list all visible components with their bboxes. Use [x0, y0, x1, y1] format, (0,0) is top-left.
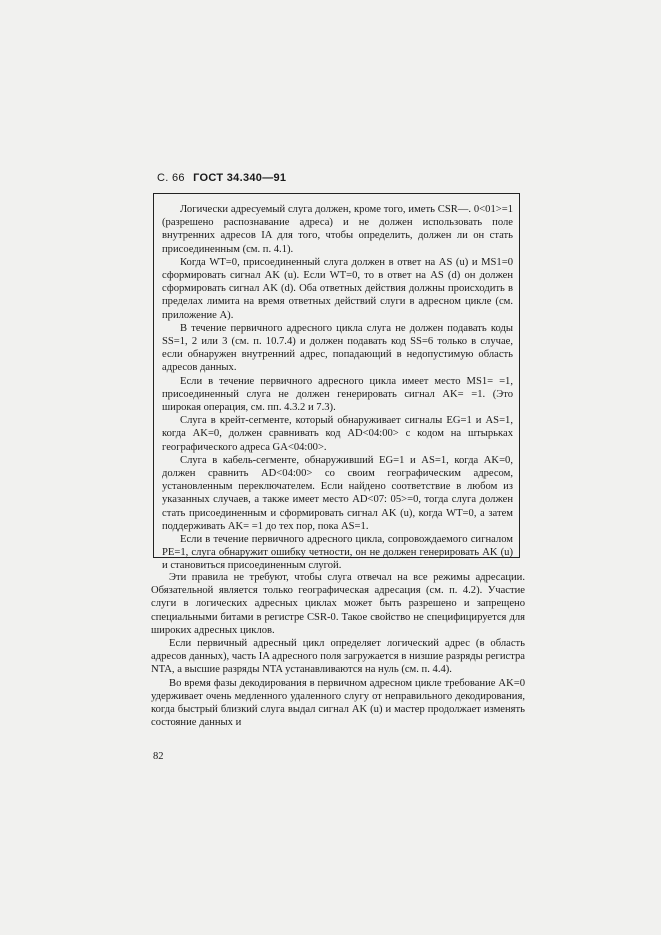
boxed-paragraph: Когда WT=0, присоединенный слуга должен в ответ на AS (u) и MS1=0 сформировать сигнал AK (u). Если WT=0, то в ответ на AS (d) он должен сформировать сигнал AK (d). Оба ответных действия должны происходить в пределах лимита на время ответных действий слуги в адресном цикле (см. приложение А). [162, 256, 513, 321]
boxed-rules-section [153, 193, 520, 572]
standard-title: ГОСТ 34.340—91 [193, 172, 287, 184]
boxed-paragraph: Логически адресуемый слуга должен, кроме того, иметь CSR—. 0<01>=1 (разрешено распознавание адреса) и не должен использовать поле внутренних адресов IA для того, чтобы определить, должен ли он стать присоединенным (см. п. 4.1). [162, 204, 513, 255]
boxed-paragraph: Если в течение первичного адресного цикла, сопровождаемого сигналом PE=1, слуга обнаружит ошибку четности, он не должен генерировать AK (u) и становиться присоединенным слугой. [162, 534, 513, 572]
page-number: 82 [153, 751, 164, 762]
body-paragraph: Эти правила не требуют, чтобы слуга отвечал на все режимы адресации. Обязательной является только географическая адресация (см. п. 4.2). Участие слуги в логических адресных циклах может быть разрешено и запрещено специальными битами в регистре CSR-0. Такое свойство не специфицируется для широких адресных циклов. [151, 572, 525, 636]
body-paragraph: Во время фазы декодирования в первичном адресном цикле требование AK=0 удерживает очень медленного удаленного слугу от неправильного декодирования, когда быстрый близкий слуга выдал сигнал AK (u) и мастер продолжает изменять состояние данных и [151, 677, 525, 729]
body-text [151, 571, 525, 729]
boxed-paragraph: Слуга в крейт-сегменте, который обнаруживает сигналы EG=1 и AS=1, когда AK=0, должен сравнивать код AD<04:00> с кодом на штырьках географического адреса GA<04:00>. [162, 415, 513, 453]
body-paragraph: Если первичный адресный цикл определяет логический адрес (в область адресов данных), часть IA адресного поля загружается в низшие разряды регистра NTA, а высшие разряды NTA устанавливаются на нуль (см. п. 4.4). [151, 638, 525, 676]
page-header [157, 172, 286, 184]
page-label: С. 66 [157, 172, 185, 184]
boxed-paragraph: В течение первичного адресного цикла слуга не должен подавать коды SS=1, 2 или 3 (см. п. 10.7.4) и должен подавать код SS=6 только в случае, если обнаружен внутренний адрес, попадающий в недопустимую область адресов данных. [162, 322, 513, 374]
boxed-paragraph: Слуга в кабель-сегменте, обнаруживший EG=1 и AS=1, когда AK=0, должен сравнить AD<04:00> со своим географическим адресом, установленным переключателем. Если найдено соответствие в любом из указанных случаев, а также имеет место AD<07: 05>=0, тогда слуга должен стать присоединенным и сформировать сигнал AK (u), когда WT=0, а затем поддерживать AK= =1 до тех пор, пока AS=1. [162, 454, 513, 532]
boxed-paragraph: Если в течение первичного адресного цикла имеет место MS1= =1, присоединенный слуга не должен генерировать сигнал AK= =1. (Это широкая операция, см. пп. 4.3.2 и 7.3). [162, 375, 513, 414]
